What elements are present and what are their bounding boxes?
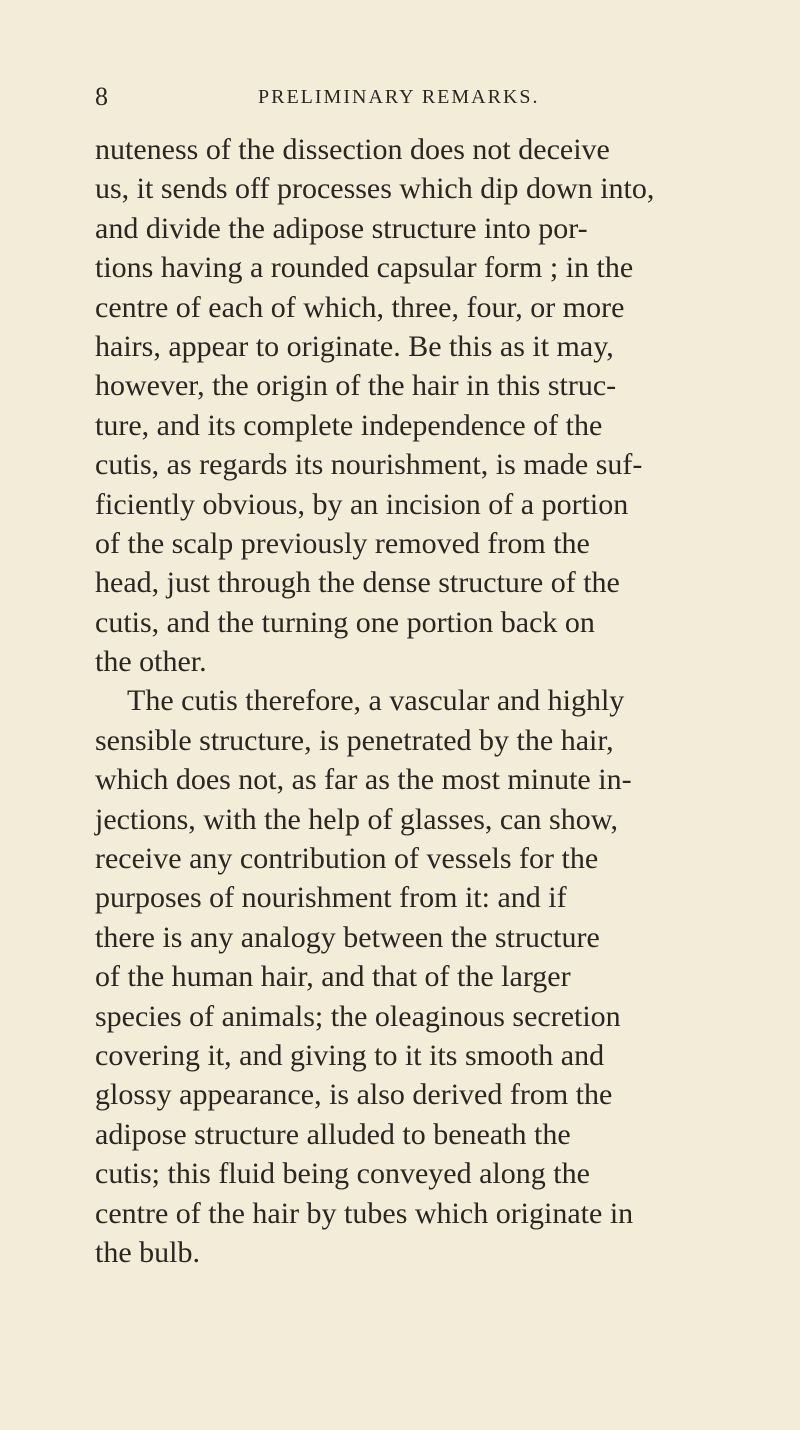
text-line: hairs, appear to originate. Be this as it may,	[95, 329, 614, 363]
text-line: the bulb.	[95, 1235, 200, 1269]
text-line: the other.	[95, 645, 207, 679]
text-line: centre of the hair by tubes which originate in	[95, 1196, 634, 1230]
text-line: which does not, as far as the most minute in-	[95, 763, 632, 797]
text-line: covering it, and giving to it its smooth and	[95, 1038, 605, 1072]
text-line: us, it sends off processes which dip down into,	[95, 172, 655, 206]
text-line: ture, and its complete independence of the	[95, 408, 603, 442]
text-line: head, just through the dense structure of the	[95, 566, 620, 600]
page-header	[0, 80, 800, 114]
text-line: and divide the adipose structure into por-	[95, 211, 588, 245]
text-line: species of animals; the oleaginous secretion	[95, 999, 621, 1033]
text-line: receive any contribution of vessels for the	[95, 842, 599, 876]
text-line: however, the origin of the hair in this struc-	[95, 369, 617, 403]
text-line: there is any analogy between the structure	[95, 920, 600, 954]
text-line: sensible structure, is penetrated by the hair,	[95, 723, 614, 757]
text-line: ficiently obvious, by an incision of a portion	[95, 487, 629, 521]
text-line: nuteness of the dissection does not deceive	[95, 133, 610, 166]
running-title: PRELIMINARY REMARKS.	[258, 86, 540, 108]
body-text	[95, 130, 775, 1272]
text-line: centre of each of which, three, four, or more	[95, 290, 625, 324]
page-number: 8	[95, 82, 108, 111]
text-line: tions having a rounded capsular form ; in the	[95, 251, 634, 285]
text-line: cutis, as regards its nourishment, is made suf-	[95, 448, 643, 482]
text-line: purposes of nourishment from it: and if	[95, 881, 567, 915]
text-line: glossy appearance, is also derived from the	[95, 1078, 613, 1112]
text-line: jections, with the help of glasses, can show,	[95, 802, 618, 836]
text-line: of the human hair, and that of the larger	[95, 960, 571, 994]
text-line: adipose structure alluded to beneath the	[95, 1117, 571, 1151]
text-line: cutis; this fluid being conveyed along the	[95, 1157, 590, 1191]
text-line: cutis, and the turning one portion back on	[95, 605, 595, 639]
paragraph-start-line: The cutis therefore, a vascular and highly	[127, 684, 625, 718]
text-line: of the scalp previously removed from the	[95, 526, 590, 560]
